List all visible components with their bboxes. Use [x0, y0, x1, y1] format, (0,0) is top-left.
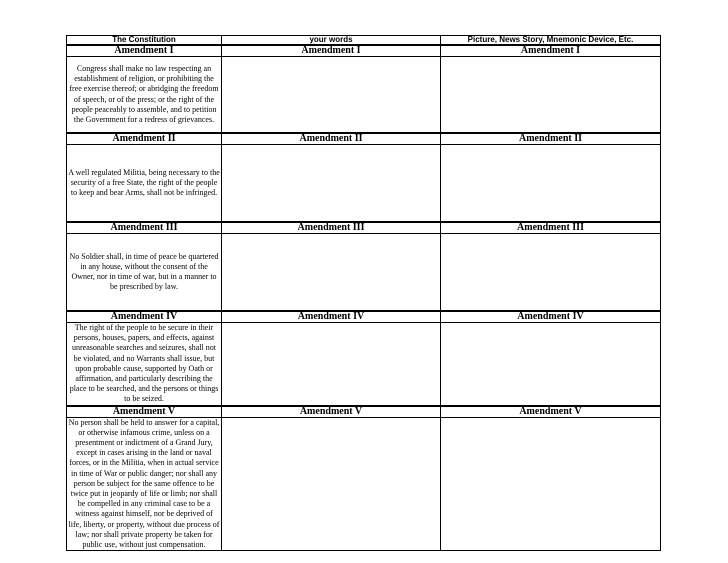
amendment-2-title-row: [67, 133, 661, 145]
amendment-2-your-words-cell[interactable]: [222, 145, 441, 223]
amendment-4-your-words-title: Amendment IV: [222, 311, 441, 323]
amendment-5-your-words-cell[interactable]: [222, 417, 441, 551]
amendment-2-title: Amendment II: [67, 133, 222, 145]
amendment-3-picture-title: Amendment III: [441, 222, 661, 234]
amendment-1-title: Amendment I: [67, 45, 222, 57]
amendment-3-title: Amendment III: [67, 222, 222, 234]
amendment-5-body-row: [67, 417, 661, 551]
amendment-4-your-words-cell[interactable]: [222, 323, 441, 406]
amendment-2-text: A well regulated Militia, being necessary to the security of a free State, the right of the people to keep and bear Arms, shall not be infringed.: [67, 145, 222, 223]
amendment-4-picture-title: Amendment IV: [441, 311, 661, 323]
amendment-5-your-words-title: Amendment V: [222, 406, 441, 418]
amendment-1-picture-cell[interactable]: [441, 57, 661, 134]
amendment-1-text: Congress shall make no law respecting an establishment of religion, or prohibiting the free exercise thereof; or abridging the freedom of speech, or of the press; or the right of the people peaceably to assemble, and to petition the Government for a redress of grievances.: [67, 57, 222, 134]
header-row: [67, 36, 661, 46]
amendment-5-title-row: [67, 406, 661, 418]
amendment-4-picture-cell[interactable]: [441, 323, 661, 406]
amendment-3-text: No Soldier shall, in time of peace be quartered in any house, without the consent of the Owner, nor in time of war, but in a manner to be prescribed by law.: [67, 234, 222, 312]
amendment-2-picture-cell[interactable]: [441, 145, 661, 223]
amendment-3-your-words-cell[interactable]: [222, 234, 441, 312]
amendment-5-picture-title: Amendment V: [441, 406, 661, 418]
amendment-5-title: Amendment V: [67, 406, 222, 418]
amendment-3-picture-cell[interactable]: [441, 234, 661, 312]
amendment-2-your-words-title: Amendment II: [222, 133, 441, 145]
amendment-4-body-row: [67, 323, 661, 406]
amendment-1-picture-title: Amendment I: [441, 45, 661, 57]
amendment-3-body-row: [67, 234, 661, 312]
amendment-2-picture-title: Amendment II: [441, 133, 661, 145]
header-picture-news-story: Picture, News Story, Mnemonic Device, Etc.: [441, 36, 661, 46]
header-the-constitution: The Constitution: [67, 36, 222, 46]
amendment-4-text: The right of the people to be secure in their persons, houses, papers, and effects, against unreasonable searches and seizures, shall not be violated, and no Warrants shall issue, but upon probable cause, supported by Oath or affirmation, and particularly describing the place to be searched, and the persons or things to be seized.: [67, 323, 222, 406]
amendment-1-your-words-title: Amendment I: [222, 45, 441, 57]
amendment-5-text: No person shall be held to answer for a capital, or otherwise infamous crime, unless on a presentment or indictment of a Grand Jury, except in cases arising in the land or naval forces, or in the Militia, when in actual service in time of War or public danger; nor shall any person be subject for the same offence to be twice put in jeopardy of life or limb; nor shall be compelled in any criminal case to be a witness against himself, nor be deprived of life, liberty, or property, without due process of law; nor shall private property be taken for public use, without just compensation.: [67, 417, 222, 551]
amendments-worksheet-table: [66, 35, 661, 551]
header-your-words: your words: [222, 36, 441, 46]
amendment-1-your-words-cell[interactable]: [222, 57, 441, 134]
amendment-3-title-row: [67, 222, 661, 234]
amendment-4-title: Amendment IV: [67, 311, 222, 323]
amendment-3-your-words-title: Amendment III: [222, 222, 441, 234]
amendment-1-title-row: [67, 45, 661, 57]
amendment-5-picture-cell[interactable]: [441, 417, 661, 551]
amendment-1-body-row: [67, 57, 661, 134]
amendment-2-body-row: [67, 145, 661, 223]
amendment-4-title-row: [67, 311, 661, 323]
